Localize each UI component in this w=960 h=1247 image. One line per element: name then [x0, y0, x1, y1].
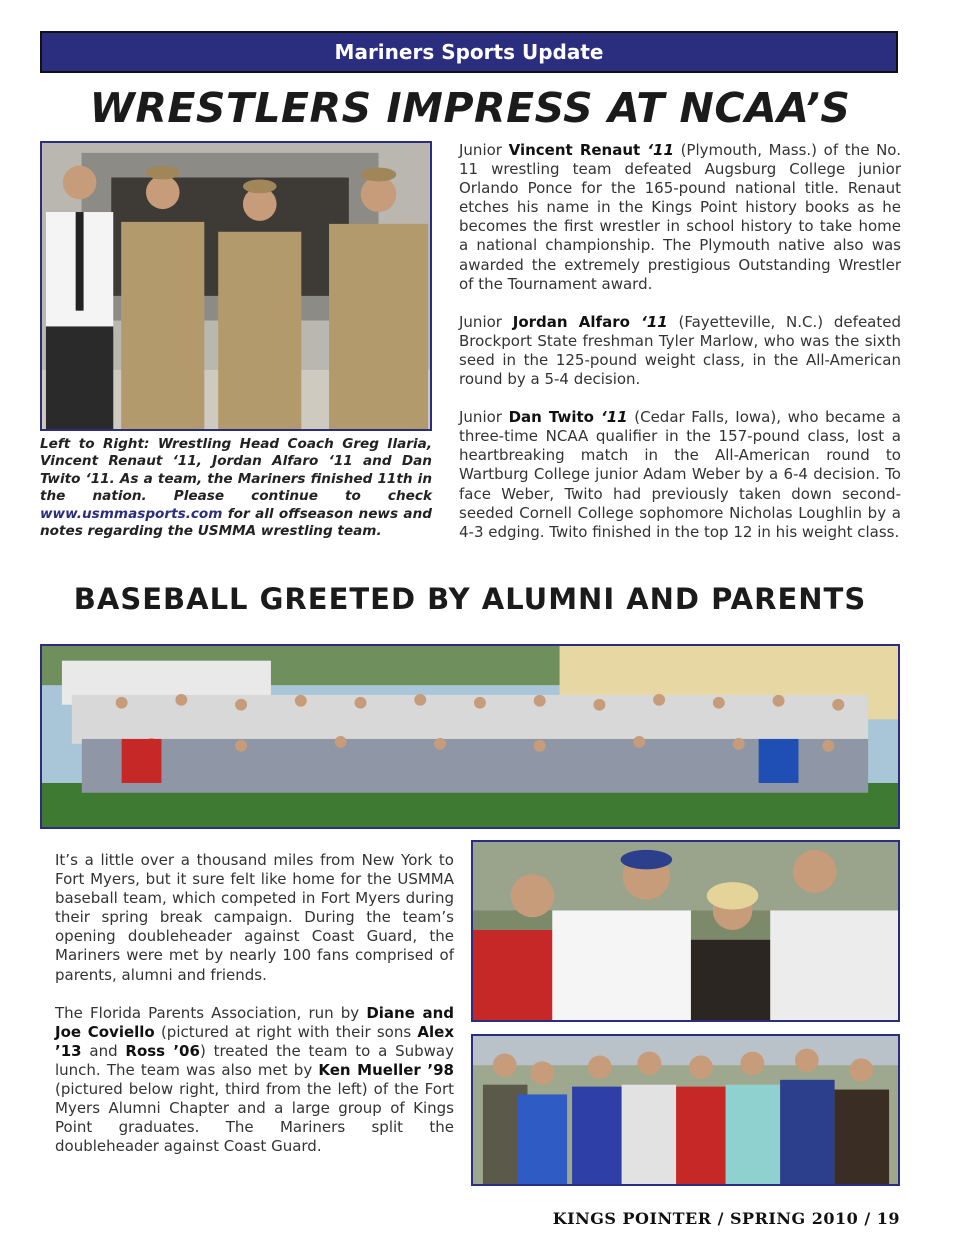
paragraph-fort-myers: It’s a little over a thousand miles from New York to Fort Myers, but it sure felt like home for the USMMA baseball team, which competed in Fort Myers during their spring break campaign. During the team’s opening doubleheader against Coast Guard, the Mariners were met by nearly 100 fans comprised of parents, alumni and friends.: [55, 851, 454, 984]
paragraph-twito: Junior Dan Twito ‘11 (Cedar Falls, Iowa), who became a three-time NCAA qualifier in the 157-pound class, lost a heartbreaking match in the All-American round to Wartburg College junior Adam Weber by a 6-4 decision. To face Weber, Twito had previously taken down second-seeded Cornell College sophomore Nicholas Loughlin by a 4-3 edging. Twito finished in the top 12 in his weight class.: [459, 408, 901, 541]
section-banner: Mariners Sports Update: [40, 31, 898, 73]
wrestling-article: [459, 141, 901, 561]
paragraph-renaut: Junior Vincent Renaut ‘11 (Plymouth, Mass.) of the No. 11 wrestling team defeated Augsburg College junior Orlando Ponce for the 165-pound national title. Renaut etches his name in the Kings Point history books as he becomes the first wrestler in school history to take home a national championship. The Plymouth native also was awarded the extremely prestigious Outstanding Wrestler of the Tournament award.: [459, 141, 901, 293]
wrestling-photo-caption: [40, 436, 432, 540]
alumni-group-photo: [471, 1034, 900, 1186]
website-link[interactable]: www.usmmasports.com: [40, 505, 223, 522]
page-footer: KINGS POINTER / SPRING 2010 / 19: [552, 1209, 900, 1228]
paragraph-parents-association: The Florida Parents Association, run by Diane and Joe Coviello (pictured at right with their sons Alex ’13 and Ross ’06) treated the team to a Subway lunch. The team was also met by Ken Mueller ’98 (pictured below right, third from the left) of the Fort Myers Alumni Chapter and a large group of Kings Point graduates. The Mariners split the doubleheader against Coast Guard.: [55, 1003, 455, 1156]
wrestling-team-photo: [40, 141, 432, 431]
baseball-article: [55, 851, 454, 1175]
wrestling-headline: WRESTLERS IMPRESS AT NCAA’S: [89, 84, 851, 132]
baseball-headline: BASEBALL GREETED BY ALUMNI AND PARENTS: [73, 582, 867, 616]
caption-text: Left to Right: Wrestling Head Coach Greg Ilaria, Vincent Renaut ‘11, Jordan Alfaro ‘11 and Dan Twito ‘11. As a team, the Mariners finished 11th in the nation. Please continue to check: [40, 436, 432, 505]
paragraph-alfaro: Junior Jordan Alfaro ‘11 (Fayetteville, N.C.) defeated Brockport State freshman Tyler Marlow, who was the sixth seed in the 125-pound weight class, in the All-American round by a 5-4 decision.: [459, 312, 901, 389]
caption-text-end: for all offseason news and notes regarding the USMMA wrestling team.: [40, 505, 432, 540]
coviello-family-photo: [471, 840, 900, 1022]
baseball-group-photo: [40, 644, 900, 829]
